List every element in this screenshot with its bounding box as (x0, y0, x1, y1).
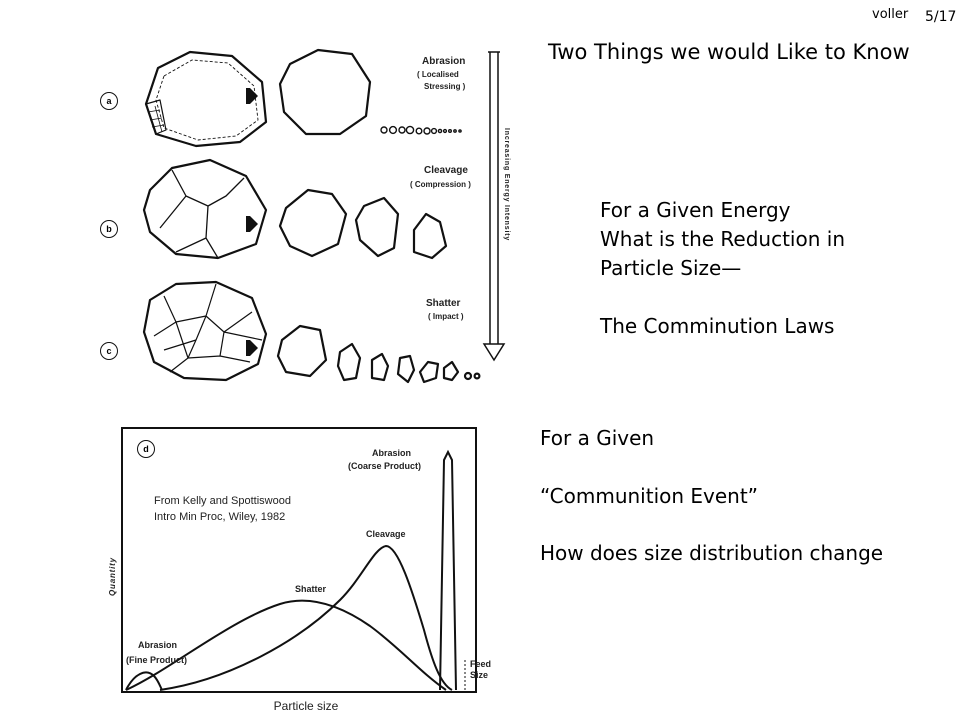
label-cleavage-curve: Cleavage (366, 529, 406, 539)
label-abrasion-sub2: Stressing ) (424, 82, 466, 91)
slide-title: Two Things we would Like to Know (548, 40, 910, 64)
label-abrasion-fine: Abrasion (138, 640, 178, 650)
label-abrasion: Abrasion (422, 56, 466, 67)
particle-c-product-6 (444, 362, 458, 380)
label-shatter: Shatter (426, 298, 461, 309)
panel-a-label: a (100, 92, 118, 110)
label-abrasion-coarse: Abrasion (372, 448, 412, 458)
particle-c-product-4 (398, 356, 414, 382)
question-energy-line1: For a Given Energy (600, 198, 791, 222)
arrow-a (250, 88, 258, 104)
particle-b-product-2 (356, 198, 398, 256)
particle-b-product-1 (280, 190, 346, 256)
chart-ylabel: Quantity (108, 557, 117, 596)
label-shatter-curve: Shatter (295, 584, 327, 594)
credit-line1: From Kelly and Spottiswood (154, 495, 291, 507)
question-event-line1: For a Given (540, 426, 655, 450)
label-cleavage-sub: ( Compression ) (410, 180, 471, 189)
label-abrasion-coarse-sub: (Coarse Product) (348, 461, 422, 471)
panel-b-label: b (100, 220, 118, 238)
label-abrasion-fine-sub: (Fine Product) (126, 655, 187, 665)
particle-c-product-3 (372, 354, 388, 380)
label-shatter-sub: ( Impact ) (428, 312, 464, 321)
label-abrasion-sub1: ( Localised (417, 70, 459, 79)
label-cleavage: Cleavage (424, 165, 468, 176)
particle-b-product-3 (414, 214, 446, 258)
size-distribution-chart (122, 428, 476, 692)
chart-xlabel: Particle size (258, 696, 354, 720)
particle-c-product-5 (420, 362, 438, 382)
panel-d-label: d (137, 440, 155, 458)
label-size: Size (470, 670, 489, 680)
particle-c-cracks (154, 284, 262, 372)
arrow-c (250, 340, 258, 356)
question-event-line2: “Communition Event” (540, 484, 759, 508)
page-number: 5/17 (925, 9, 957, 25)
particle-c-product-1 (278, 326, 326, 376)
curve-cleavage (160, 546, 452, 690)
label-feed: Feed (470, 659, 492, 669)
particle-c-product-2 (338, 344, 360, 380)
particle-b-original (144, 160, 266, 258)
particle-a-fines (381, 126, 461, 134)
particle-a-inner-outline (156, 60, 258, 140)
particle-c-product-8 (475, 374, 480, 379)
particle-a-abraded-corner (146, 100, 166, 134)
particle-c-product-7 (465, 373, 471, 379)
author-label: voller (872, 7, 909, 22)
curve-abrasion-coarse (440, 452, 456, 690)
question-energy-line3: Particle Size— (600, 256, 742, 280)
credit-line2: Intro Min Proc, Wiley, 1982 (154, 511, 286, 523)
question-energy-line4: The Comminution Laws (600, 314, 835, 338)
question-energy-line2: What is the Reduction in (600, 227, 845, 251)
particle-b-cracks (160, 170, 244, 258)
arrow-b (250, 216, 258, 232)
chart-frame (122, 428, 476, 692)
particle-a-product (280, 50, 370, 134)
question-event-line3: How does size distribution change (540, 541, 884, 565)
energy-arrow (484, 52, 504, 360)
panel-c-label: c (100, 342, 118, 360)
energy-arrow-label: Increasing Energy Intensity (503, 128, 510, 242)
